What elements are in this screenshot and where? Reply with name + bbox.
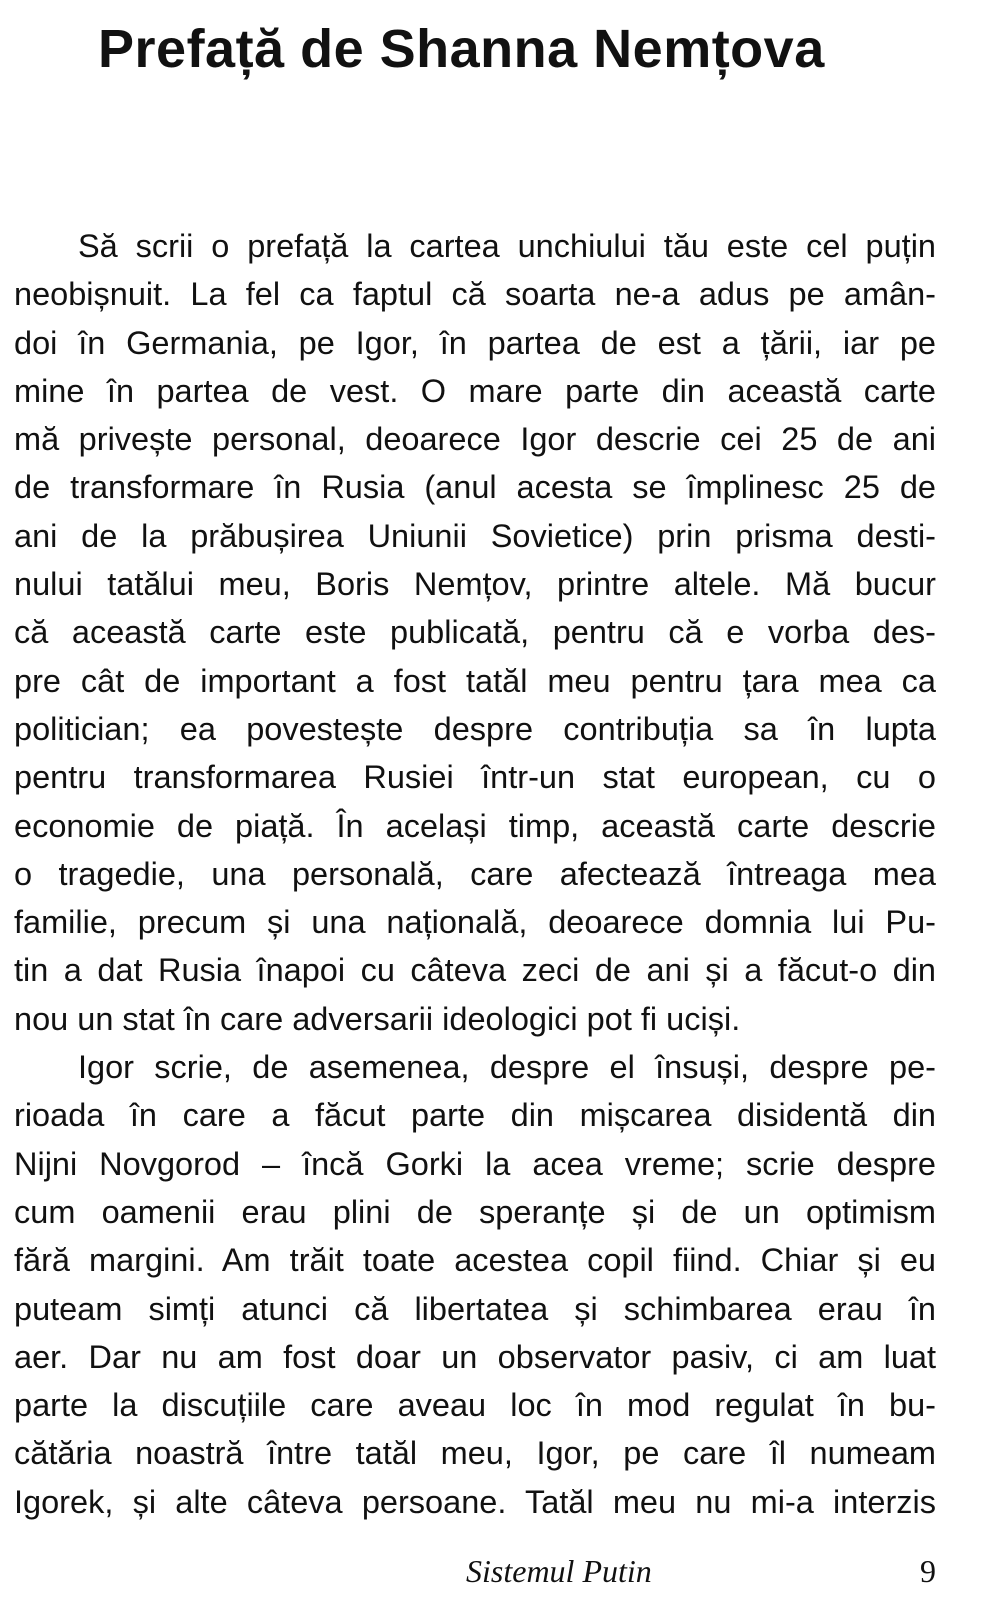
body-text [14,222,936,1526]
text-line: ani de la prăbușirea Uniunii Sovietice) prin prisma desti- [14,517,936,554]
text-line: nului tatălui meu, Boris Nemțov, printre altele. Mă bucur [14,566,936,603]
text-line: politician; ea povestește despre contribuția sa în lupta [14,710,936,747]
running-footer-book-title: Sistemul Putin [466,1553,652,1589]
text-line: economie de piață. În același timp, această carte descrie [14,807,936,844]
paragraph-1 [14,222,936,1043]
text-line: pentru transformarea Rusiei într-un stat european, cu o [14,759,936,796]
text-line: de transformare în Rusia (anul acesta se împlinesc 25 de [14,469,936,506]
text-line: neobișnuit. La fel ca faptul că soarta ne-a adus pe amân- [14,276,936,313]
page-title: Prefață de Shanna Nemțova [98,19,825,79]
text-line: aer. Dar nu am fost doar un observator pasiv, ci am luat [14,1338,936,1375]
text-line: mă privește personal, deoarece Igor descrie cei 25 de ani [14,421,936,458]
page-number: 9 [920,1553,936,1589]
text-line: doi în Germania, pe Igor, în partea de est a țării, iar pe [14,324,936,361]
text-line: că această carte este publicată, pentru că e vorba des- [14,614,936,651]
text-line: fără margini. Am trăit toate acestea copil fiind. Chiar și eu [14,1242,936,1279]
text-line: parte la discuțiile care aveau loc în mod regulat în bu- [14,1387,936,1424]
text-line: nou un stat în care adversarii ideologici pot fi uciși. [14,1000,741,1037]
text-line: mine în partea de vest. O mare parte din această carte [14,372,936,409]
text-line: Să scrii o prefață la cartea unchiului tău este cel puțin [78,228,936,264]
text-line: familie, precum și una națională, deoarece domnia lui Pu- [14,904,936,941]
text-line: cum oamenii erau plini de speranțe și de un optimism [14,1193,936,1230]
text-line: o tragedie, una personală, care afectează întreaga mea [14,855,936,892]
text-line: Nijni Novgorod – încă Gorki la acea vreme; scrie despre [14,1145,936,1182]
text-line: rioada în care a făcut parte din mișcarea disidentă din [14,1097,936,1134]
text-line: cătăria noastră între tatăl meu, Igor, pe care îl numeam [14,1435,936,1472]
text-line: tin a dat Rusia înapoi cu câteva zeci de ani și a făcut-o din [14,952,936,989]
text-line: pre cât de important a fost tatăl meu pentru țara mea ca [14,662,936,699]
text-line: Igorek, și alte câteva persoane. Tatăl meu nu mi-a interzis [14,1483,936,1520]
paragraph-2 [14,1043,936,1526]
text-line: Igor scrie, de asemenea, despre el însuși, despre pe- [78,1049,936,1086]
text-line: puteam simți atunci că libertatea și schimbarea erau în [14,1290,936,1327]
